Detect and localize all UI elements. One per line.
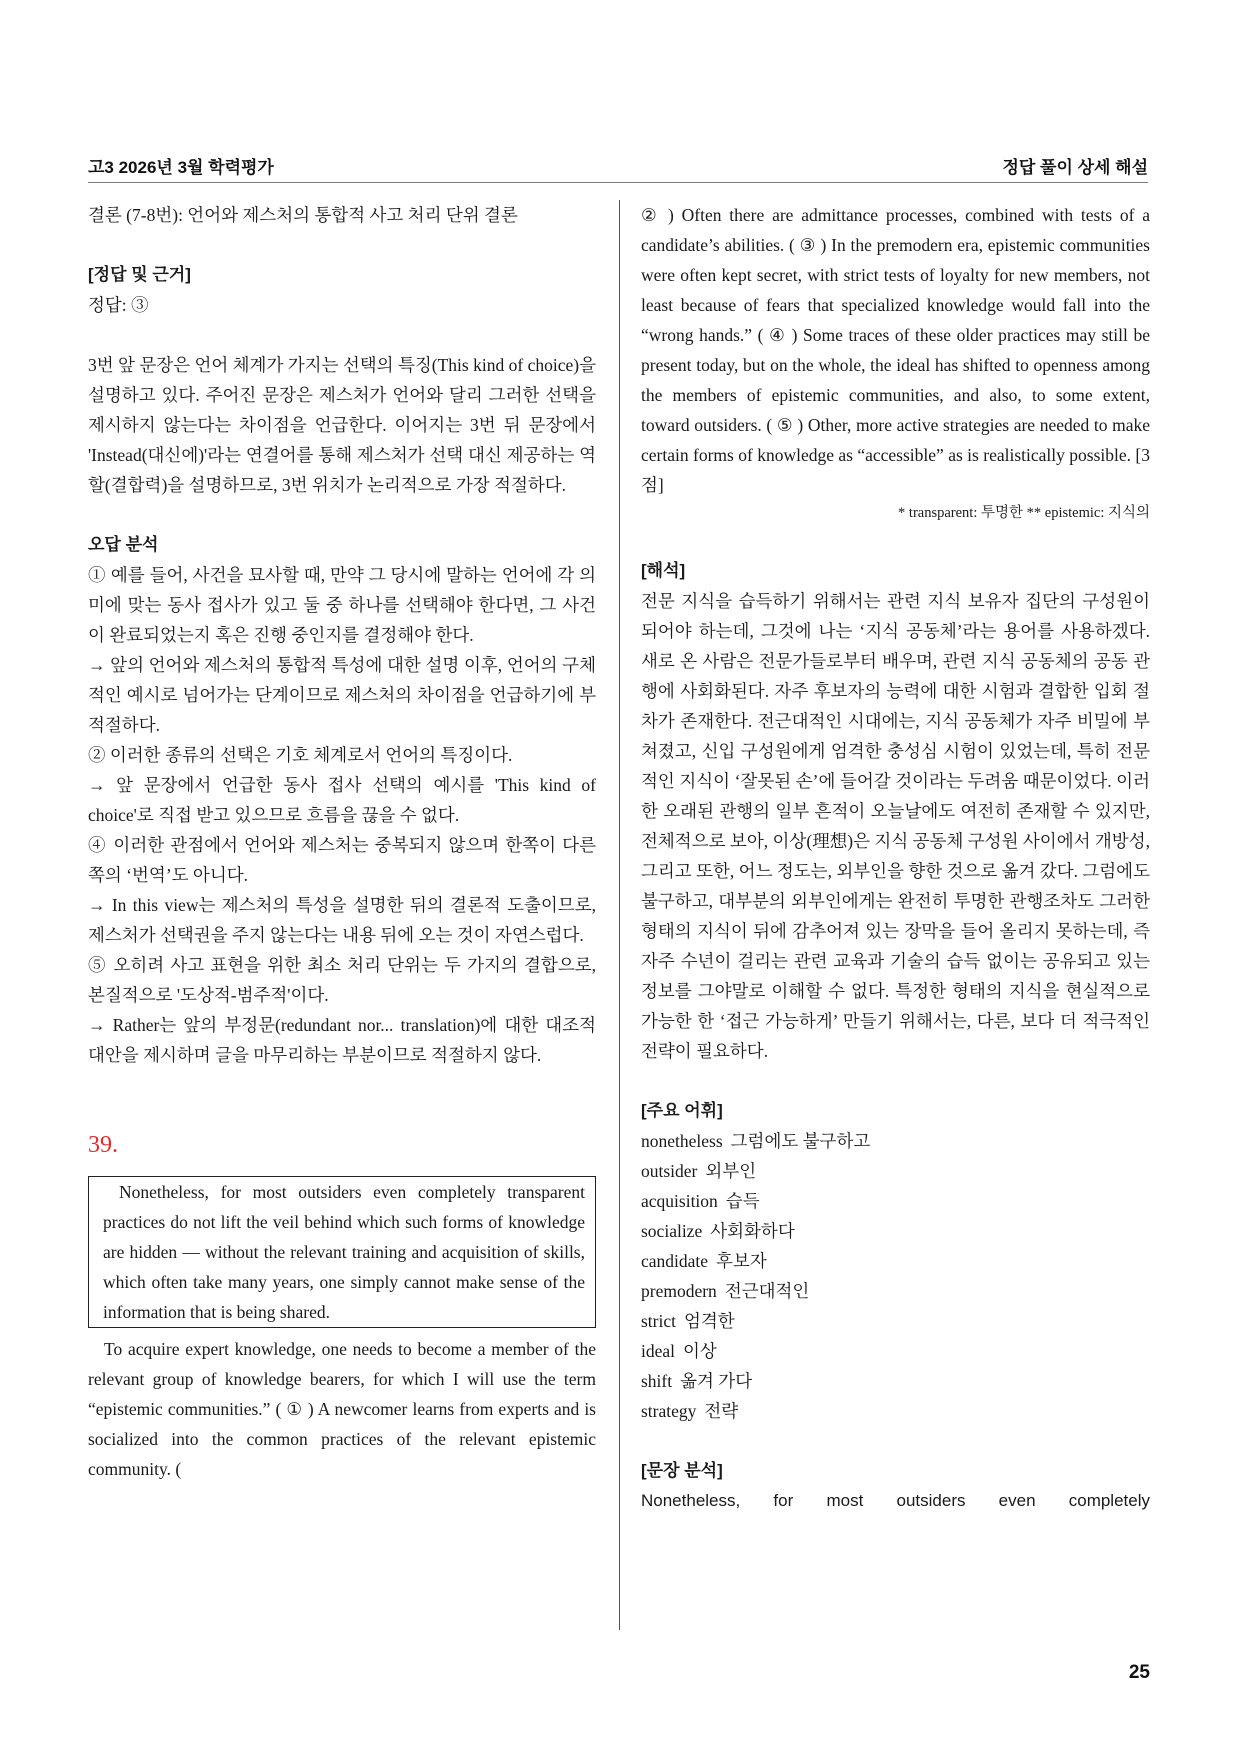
vocab-item bbox=[641, 1366, 1150, 1396]
wrong-choice-2: ② 이러한 종류의 선택은 기호 체계로서 언어의 특징이다. bbox=[88, 745, 513, 765]
vocab-en: strategy bbox=[641, 1401, 697, 1421]
translation-heading: [해석] bbox=[641, 561, 686, 580]
wrong-choice-4: ④ 이러한 관점에서 언어와 제스처는 중복되지 않으며 한쪽이 다른 쪽의 ‘번역’도 아니다. bbox=[88, 835, 596, 885]
section-title: 정답 풀이 상세 해설 bbox=[1002, 158, 1148, 177]
vocab-en: candidate bbox=[641, 1251, 709, 1271]
vocab-en: nonetheless bbox=[641, 1131, 723, 1151]
wrong-choice-1: ① 예를 들어, 사건을 묘사할 때, 만약 그 당시에 말하는 언어에 각 의미에 맞는 동사 접사가 있고 둘 중 하나를 선택해야 한다면, 그 사건이 완료되었는지 혹은 진행 중인지를 결정해야 한다. bbox=[88, 565, 596, 645]
answer-explanation: 3번 앞 문장은 언어 체계가 가지는 선택의 특징(This kind of choice)을 설명하고 있다. 주어진 문장은 제스처가 언어와 달리 그러한 선택을 제시하지 않는다는 차이점을 언급한다. 이어지는 3번 뒤 문장에서 'Instead(대신에)'라는 연결어를 통해 제스처가 선택 대신 제공하는 역할(결합력)을 설명하므로, 3번 위치가 논리적으로 가장 적절하다. bbox=[88, 355, 596, 495]
given-sentence-box: Nonetheless, for most outsiders even completely transparent practices do not lift the veil behind which such forms of knowledge are hidden — without the relevant training and acquisition of skills, which often take many years, one simply cannot make sense of the information that is being shared. bbox=[88, 1176, 596, 1328]
passage-start: To acquire expert knowledge, one needs to become a member of the relevant group of knowledge bearers, for which I will use the term “epistemic communities.” ( ① ) A newcomer learns from experts and is socialized into the common practices of the relevant epistemic community. ( bbox=[88, 1339, 596, 1479]
vocab-en: acquisition bbox=[641, 1191, 718, 1211]
vocab-ko: 외부인 bbox=[705, 1161, 757, 1181]
vocab-item bbox=[641, 1216, 1150, 1246]
vocabulary-heading: [주요 어휘] bbox=[641, 1101, 723, 1120]
vocab-item bbox=[641, 1306, 1150, 1336]
vocab-en: socialize bbox=[641, 1221, 703, 1241]
answer-heading: [정답 및 근거] bbox=[88, 265, 191, 284]
vocab-item bbox=[641, 1246, 1150, 1276]
translation-text: 전문 지식을 습득하기 위해서는 관련 지식 보유자 집단의 구성원이 되어야 하는데, 그것에 나는 ‘지식 공동체’라는 용어를 사용하겠다. 새로 온 사람은 전문가들로부터 배우며, 관련 지식 공동체의 공동 관행에 사회화된다. 자주 후보자의 능력에 대한 시험과 결합한 입회 절차가 존재한다. 전근대적인 시대에는, 지식 공동체가 자주 비밀에 부쳐졌고, 신입 구성원에게 엄격한 충성심 시험이 있었는데, 특히 전문적인 지식이 ‘잘못된 손’에 들어갈 것이라는 두려움 때문이었다. 이러한 오래된 관행의 일부 흔적이 오늘날에도 여전히 존재할 수 있지만, 전체적으로 보아, 이상(理想)은 지식 공동체 구성원 사이에서 개방성, 그리고 또한, 어느 정도는, 외부인을 향한 것으로 옮겨 갔다. 그럼에도 불구하고, 대부분의 외부인에게는 완전히 투명한 관행조차도 그러한 형태의 지식이 뒤에 감추어져 있는 장막을 들어 올리지 못하는데, 즉 자주 수년이 걸리는 관련 교육과 기술의 습득 없이는 공유되고 있는 정보를 그야말로 이해할 수 없다. 특정한 형태의 지식을 현실적으로 가능한 한 ‘접근 가능하게’ 만들기 위해서는, 다른, 보다 더 적극적인 전략이 필요하다. bbox=[641, 591, 1150, 1061]
exam-title: 고3 2026년 3월 학력평가 bbox=[88, 158, 274, 177]
right-column bbox=[641, 200, 1150, 1516]
vocab-en: strict bbox=[641, 1311, 676, 1331]
vocab-item bbox=[641, 1396, 1150, 1426]
sentence-analysis-line: Nonetheless, for most outsiders even completely bbox=[641, 1491, 1150, 1510]
wrong-analysis-heading: 오답 분석 bbox=[88, 535, 159, 554]
passage-continued: ② ) Often there are admittance processes, combined with tests of a candidate’s abilities. ( ③ ) In the premodern era, epistemic communities were often kept secret, with strict tests of loyalty for new members, not least because of fears that specialized knowledge would fall into the “wrong hands.” ( ④ ) Some traces of these older practices may still be present today, but on the whole, the ideal has shifted to openness among the members of epistemic communities, and also, to some extent, toward outsiders. ( ⑤ ) Other, more active strategies are needed to make certain forms of knowledge as “accessible” as is realistically possible. [3점] bbox=[641, 205, 1150, 495]
vocab-item bbox=[641, 1186, 1150, 1216]
vocab-ko: 엄격한 bbox=[684, 1311, 735, 1331]
sentence-analysis-heading: [문장 분석] bbox=[641, 1461, 723, 1480]
vocab-ko: 후보자 bbox=[716, 1251, 767, 1271]
page-number: 25 bbox=[1128, 1662, 1150, 1683]
vocab-item bbox=[641, 1276, 1150, 1306]
vocab-ko: 사회화하다 bbox=[710, 1221, 795, 1241]
vocab-en: outsider bbox=[641, 1161, 698, 1181]
footnote: * transparent: 투명한 ** epistemic: 지식의 bbox=[898, 505, 1150, 521]
vocab-item bbox=[641, 1126, 1150, 1156]
vocab-ko: 옮겨 가다 bbox=[680, 1371, 753, 1391]
vocab-en: premodern bbox=[641, 1281, 717, 1301]
wrong-reason-2: → 앞 문장에서 언급한 동사 접사 선택의 예시를 'This kind of choice'로 직접 받고 있으므로 흐름을 끊을 수 없다. bbox=[88, 775, 596, 825]
conclusion-line: 결론 (7-8번): 언어와 제스처의 통합적 사고 처리 단위 결론 bbox=[88, 205, 518, 225]
vocab-ko: 그럼에도 불구하고 bbox=[730, 1131, 871, 1151]
vocab-ko: 이상 bbox=[683, 1341, 717, 1361]
column-divider bbox=[619, 200, 620, 1630]
vocab-ko: 습득 bbox=[725, 1191, 760, 1211]
vocab-en: ideal bbox=[641, 1341, 676, 1361]
wrong-reason-1: → 앞의 언어와 제스처의 통합적 특성에 대한 설명 이후, 언어의 구체적인 예시로 넘어가는 단계이므로 제스처의 차이점을 언급하기에 부적절하다. bbox=[88, 655, 596, 735]
vocab-ko: 전근대적인 bbox=[724, 1281, 810, 1301]
answer-value: 정답: ③ bbox=[88, 295, 149, 315]
vocab-item bbox=[641, 1336, 1150, 1366]
wrong-choice-5: ⑤ 오히려 사고 표현을 위한 최소 처리 단위는 두 가지의 결합으로, 본질적으로 '도상적-범주적'이다. bbox=[88, 955, 596, 1005]
wrong-reason-5: → Rather는 앞의 부정문(redundant nor... translation)에 대한 대조적 대안을 제시하며 글을 마무리하는 부분이므로 적절하지 않다. bbox=[88, 1015, 596, 1065]
vocabulary-list bbox=[641, 1126, 1150, 1426]
question-number: 39. bbox=[88, 1132, 118, 1158]
left-column bbox=[88, 200, 596, 1484]
wrong-reason-4: → In this view는 제스처의 특성을 설명한 뒤의 결론적 도출이므로, 제스처가 선택권을 주지 않는다는 내용 뒤에 오는 것이 자연스럽다. bbox=[88, 895, 596, 945]
vocab-item bbox=[641, 1156, 1150, 1186]
vocab-en: shift bbox=[641, 1371, 673, 1391]
vocab-ko: 전략 bbox=[704, 1401, 739, 1421]
page-header bbox=[88, 146, 1148, 183]
